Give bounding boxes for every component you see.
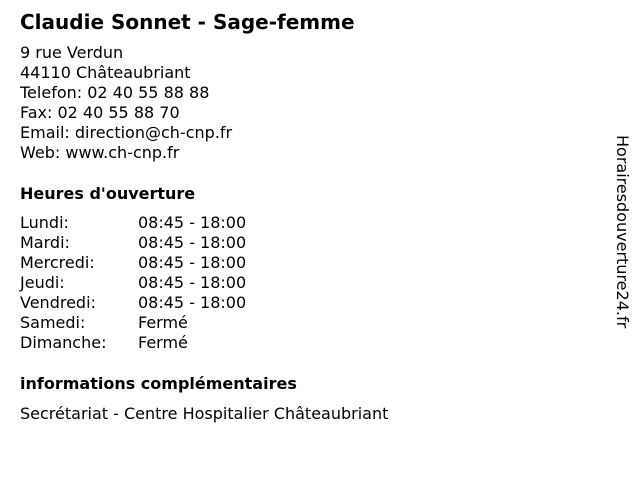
hours-day: Mercredi:	[20, 253, 95, 272]
hours-time: 08:45 - 18:00	[138, 293, 247, 312]
hours-time: 08:45 - 18:00	[138, 273, 247, 292]
contact-block	[20, 43, 232, 163]
hours-time: 08:45 - 18:00	[138, 233, 247, 252]
hours-day: Mardi:	[20, 233, 70, 252]
hours-time: 08:45 - 18:00	[138, 213, 247, 232]
email-address: Email: direction@ch-cnp.fr	[20, 123, 233, 142]
hours-time: 08:45 - 18:00	[138, 253, 247, 272]
opening-hours-heading: Heures d'ouverture	[20, 184, 196, 203]
fax-number: Fax: 02 40 55 88 70	[20, 103, 180, 122]
site-watermark: Horairesdouverture24.fr	[613, 135, 632, 329]
hours-day: Dimanche:	[20, 333, 107, 352]
street-address: 9 rue Verdun	[20, 43, 124, 62]
hours-day: Samedi:	[20, 313, 86, 332]
page-title: Claudie Sonnet - Sage-femme	[20, 10, 355, 34]
phone-number: Telefon: 02 40 55 88 88	[20, 83, 210, 102]
hours-day: Jeudi:	[20, 273, 65, 292]
hours-time: Fermé	[138, 313, 188, 332]
additional-info-heading: informations complémentaires	[20, 374, 297, 393]
additional-info-text: Secrétariat - Centre Hospitalier Châteaubriant	[20, 404, 389, 423]
city-address: 44110 Châteaubriant	[20, 63, 191, 82]
hours-day: Vendredi:	[20, 293, 96, 312]
hours-time: Fermé	[138, 333, 188, 352]
hours-day: Lundi:	[20, 213, 69, 232]
website-address: Web: www.ch-cnp.fr	[20, 143, 180, 162]
